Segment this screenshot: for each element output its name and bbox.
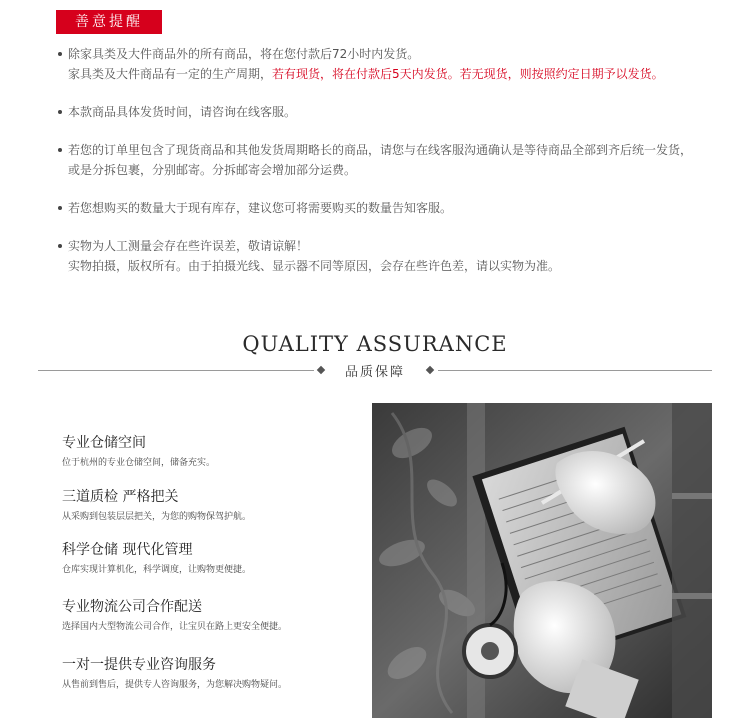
notice-text: 若您的订单里包含了现货商品和其他发货周期略长的商品，请您与在线客服沟通确认是等待商品全部到齐后统一发货， [68, 143, 693, 157]
bullet-icon [58, 206, 62, 210]
quality-subtitle: 品质保障 [344, 365, 405, 380]
bullet-icon [58, 52, 62, 56]
feature-title: 科学仓储 现代化管理 [62, 542, 193, 558]
notice-line [68, 44, 708, 64]
notice-line [68, 140, 708, 160]
feature-title: 专业物流公司合作配送 [62, 599, 202, 615]
notice-text: 实物拍摄，版权所有。由于拍摄光线、显示器不同等原因，会存在些许色差，请以实物为准。 [68, 259, 561, 273]
feature-desc: 从售前到售后，提供专人咨询服务，为您解决购物疑问。 [62, 680, 288, 690]
notice-item [58, 236, 708, 276]
notice-line [68, 160, 708, 180]
feature-inspection [62, 486, 251, 522]
notice-item [58, 102, 708, 122]
notice-line [68, 102, 708, 122]
notice-list [58, 44, 708, 294]
reminder-badge: 善意提醒 [56, 10, 162, 34]
notice-text: 除家具类及大件商品外的所有商品，将在您付款后72小时内发货。 [68, 47, 420, 61]
notice-text: 本款商品具体发货时间，请咨询在线客服。 [68, 105, 297, 119]
feature-desc: 仓库实现计算机化，科学调度，让购物更便捷。 [62, 565, 252, 575]
feature-warehouse [62, 539, 251, 575]
feature-logistics [62, 596, 287, 632]
divider-right [438, 370, 712, 371]
bullet-icon [58, 244, 62, 248]
feature-title: 一对一提供专业咨询服务 [62, 657, 216, 673]
highlight-text: 若有现货，将在付款后5天内发货。若无现货，则按照约定日期予以发货。 [272, 67, 664, 81]
feature-desc: 选择国内大型物流公司合作，让宝贝在路上更安全便捷。 [62, 622, 288, 632]
bullet-icon [58, 148, 62, 152]
bullet-icon [58, 110, 62, 114]
feature-title: 三道质检 严格把关 [62, 489, 179, 505]
feature-desc: 从采购到包装层层把关，为您的购物保驾护航。 [62, 512, 252, 522]
notice-text: 若您想购买的数量大于现有库存，建议您可将需要购买的数量告知客服。 [68, 201, 453, 215]
inspection-photo [372, 403, 712, 718]
notice-line [68, 236, 708, 256]
feature-title: 专业仓储空间 [62, 435, 146, 451]
notice-text: 实物为人工测量会存在些许误差，敬请谅解！ [68, 239, 309, 253]
feature-desc: 位于杭州的专业仓储空间，储备充实。 [62, 458, 216, 468]
notice-line [68, 256, 708, 276]
feature-consulting [62, 654, 287, 690]
notice-line [68, 198, 708, 218]
feature-storage [62, 432, 215, 468]
notice-text: 或是分拆包裹，分别邮寄。分拆邮寄会增加部分运费。 [68, 163, 357, 177]
notice-line [68, 64, 708, 84]
quality-title: QUALITY ASSURANCE [242, 332, 508, 356]
notice-item [58, 44, 708, 84]
notice-text: 家具类及大件商品有一定的生产周期， [68, 67, 273, 81]
notice-item [58, 198, 708, 218]
divider-left [38, 370, 314, 371]
notice-item [58, 140, 708, 180]
notice-panel [38, 0, 712, 300]
